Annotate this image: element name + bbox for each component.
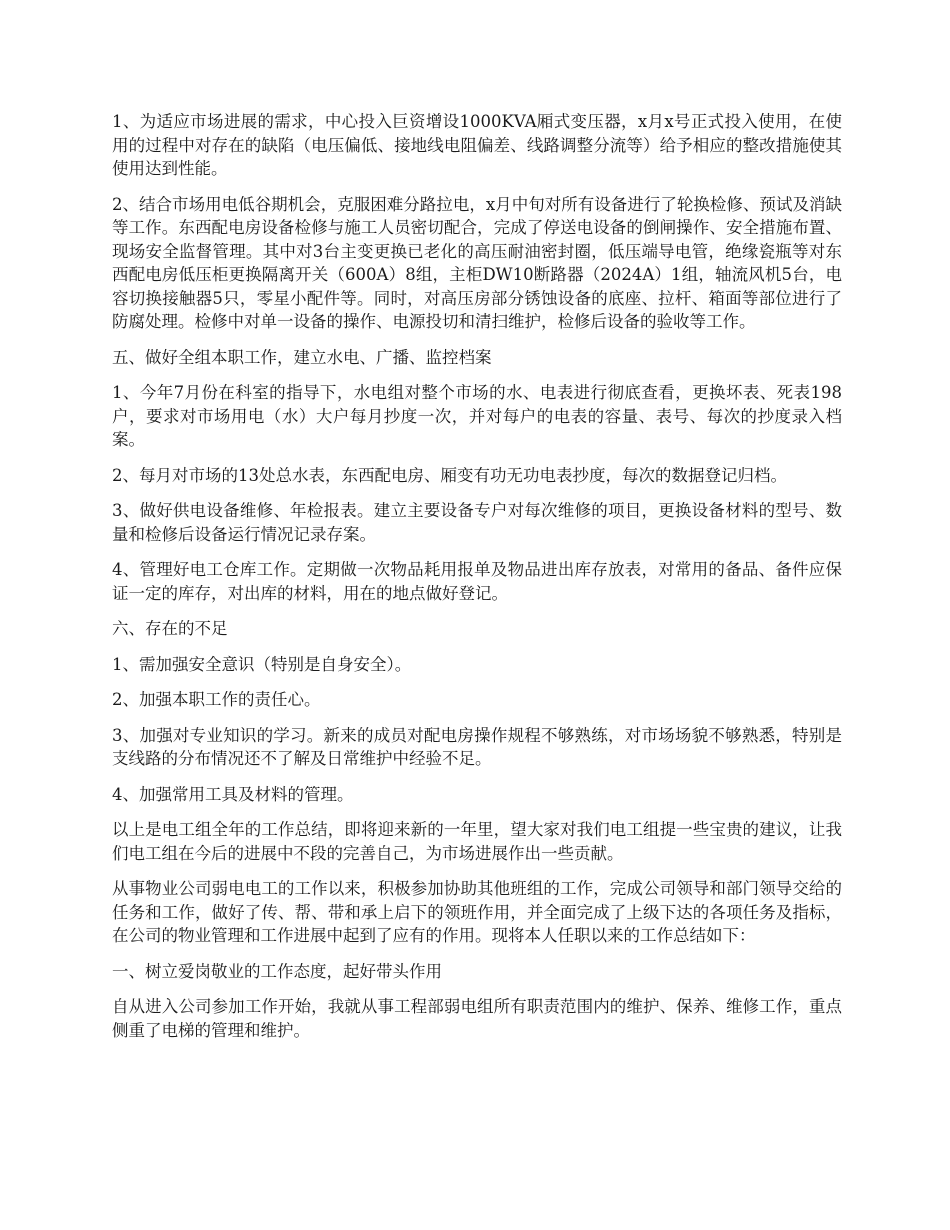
section-heading-6: 六、存在的不足	[112, 619, 228, 638]
paragraph-10: 2、加强本职工作的责任心。	[112, 690, 321, 709]
paragraph-13: 以上是电工组全年的工作总结，即将迎来新的一年里，望大家对我们电工组提一些宝贵的建议，让我们电工组在今后的进展中不段的完善自己，为市场进展作出一些贡献。	[112, 820, 842, 863]
paragraph-9: 1、需加强安全意识（特别是自身安全）。	[112, 654, 412, 674]
document-body	[112, 110, 842, 1054]
paragraph-4: 1、今年7月份在科室的指导下，水电组对整个市场的水、电表进行彻底查看，更换坏表、死表198户，要求对市场用电（水）大户每月抄度一次，并对每户的电表的容量、表号、每次的抄度录入档案。	[112, 383, 842, 449]
paragraph-7: 4、管理好电工仓库工作。定期做一次物品耗用报单及物品进出库存放表，对常用的备品、备件应保证一定的库存，对出库的材料，用在的地点做好登记。	[112, 560, 842, 603]
section-heading-5: 五、做好全组本职工作，建立水电、广播、监控档案	[112, 347, 492, 367]
paragraph-5: 2、每月对市场的13处总水表，东西配电房、厢变有功无功电表抄度，每次的数据登记归档。	[112, 465, 787, 485]
paragraph-12: 4、加强常用工具及材料的管理。	[112, 784, 354, 804]
paragraph-16: 自从进入公司参加工作开始，我就从事工程部弱电组所有职责范围内的维护、保养、维修工作，重点侧重了电梯的管理和维护。	[112, 997, 842, 1040]
section-heading-1: 一、树立爱岗敬业的工作态度，起好带头作用	[112, 961, 442, 981]
paragraph-6: 3、做好供电设备维修、年检报表。建立主要设备专户对每次维修的项目，更换设备材料的型号、数量和检修后设备运行情况记录存案。	[112, 501, 842, 544]
paragraph-14: 从事物业公司弱电电工的工作以来，积极参加协助其他班组的工作，完成公司领导和部门领导交给的任务和工作，做好了传、帮、带和承上启下的领班作用，并全面完成了上级下达的各项任务及指标，在公司的物业管理和工作进展中起到了应有的作用。现将本人任职以来的工作总结如下：	[112, 879, 842, 945]
paragraph-1: 1、为适应市场进展的需求，中心投入巨资增设1000KVA厢式变压器，x月x号正式投入使用，在使用的过程中对存在的缺陷（电压偏低、接地线电阻偏差、线路调整分流等）给予相应的整改措施使其使用达到性能。	[112, 112, 842, 178]
paragraph-2: 2、结合市场用电低谷期机会，克服困难分路拉电，x月中旬对所有设备进行了轮换检修、预试及消缺等工作。东西配电房设备检修与施工人员密切配合，完成了停送电设备的倒闸操作、安全措施布置、现场安全监督管理。其中对3台主变更换已老化的高压耐油密封圈，低压端导电管，绝缘瓷瓶等对东西配电房低压柜更换隔离开关（600A）8组，主柜DW10断路器（2024A）1组，轴流风机5台，电容切换接触器5只，零星小配件等。同时，对高压房部分锈蚀设备的底座、拉杆、箱面等部位进行了防腐处理。检修中对单一设备的操作、电源投切和清扫维护，检修后设备的验收等工作。	[112, 194, 842, 331]
paragraph-11: 3、加强对专业知识的学习。新来的成员对配电房操作规程不够熟练，对市场场貌不够熟悉，特别是支线路的分布情况还不了解及日常维护中经验不足。	[112, 725, 842, 768]
